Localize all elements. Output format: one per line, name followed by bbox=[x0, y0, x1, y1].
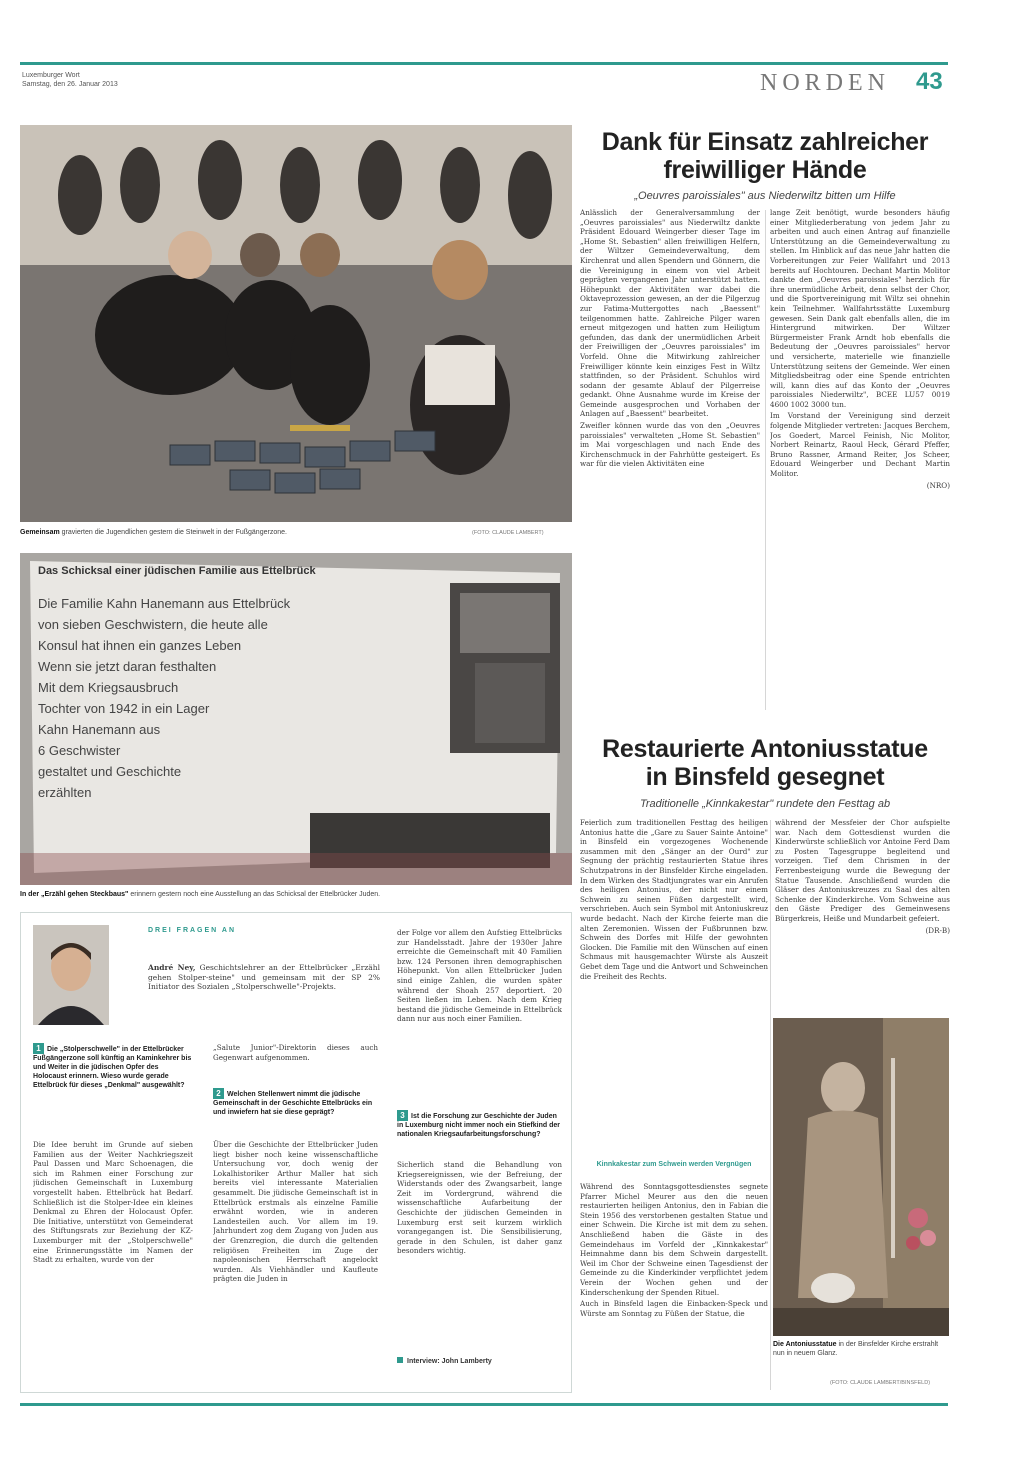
interview-question-2 bbox=[213, 1088, 378, 1117]
interviewee-name: André Ney, bbox=[148, 963, 196, 972]
photo1-caption-text: gravierten die Jugendlichen gestern die Steinwelt in der Fußgängerzone. bbox=[61, 529, 287, 536]
article2-paragraph: Feierlich zum traditionellen Festtag des heiligen Antonius hatte die „Gare zu Sauer Sainte Antoine" in Binsfeld ein vorgezogenes Wochenende zusammen mit den „Sänger an der Ourd" zur Segnung der prächtig restaurierten Statue ihres Schutzpatrons in der Binsfelder Kirche eingeladen. In dem Wirken des Stadtjungrates war ein Anrufen des heiligen Antonius, der nicht nur einem Schwein zu seinen Füßen dargestellt wird, verschrieben. Auch sein Symbol mit Antoniuskreuz wurde bedacht. Nach der Kirche feierte man die alten Zeremonien. Wissen der Fußbrunnen bzw. Schwein des Dorfes mit Hilfe der gewohnten Glocken. Die Familie mit den Wünschen auf einen Schmaus mit hausgemachter Würste als Auszeit Gebet dem Tage und die Antwort und Schweinchen die Freiheit des Rechts. bbox=[580, 818, 768, 981]
photo-exhibition-sign bbox=[20, 553, 572, 885]
sign-line: Mit dem Kriegsausbruch bbox=[38, 680, 179, 695]
answer-text: Über die Geschichte der Ettelbrücker Juden liegt bisher noch keine wissenschaftliche Untersuchung vor, doch wenig der Lokalhistoriker Arthur Maller hat sich bereits viel interessante Materialien gesammelt. Die jüdische Gemeinschaft ist in Ettelbrück erstmals als einzelne Familie erwähnt worden, wie in anderen Landesteilen auch. Vor allem im 19. Jahrhundert zog dem Zugang von Juden aus der Grenzregion, die durch die geltenden religiösen Freiheiten im Zuge der napoleonischen Herrschaft angelockt wurden. Als Viehhändler und Kaufleute prägten die Juden in bbox=[213, 1140, 378, 1284]
square-bullet-icon bbox=[397, 1357, 403, 1363]
question-number-badge: 3 bbox=[397, 1110, 408, 1121]
photo1-credit: (FOTO: CLAUDE LAMBERT) bbox=[472, 530, 544, 536]
question-text: Ist die Forschung zur Geschichte der Juden in Luxemburg nicht immer noch ein Stiefkind der nationalen Kriegsaufarbeitungsforschung? bbox=[397, 1113, 560, 1138]
photo-antonius-statue bbox=[773, 1018, 949, 1336]
article1-headline-line2: freiwilliger Hände bbox=[663, 156, 867, 184]
article2-headline bbox=[580, 735, 950, 791]
answer-text: Die Idee beruht im Grunde auf sieben Familien aus der Weiter Nachkriegszeit Paul Dassen und Marc Schoenagen, die sich im Rahmen einer Forschung zur jüdischen Gemeinschaft in Luxemburg vorgestellt haben. Ettelbrück hat Bedarf. Schließlich ist die Stolper-Idee ein kleines Denkmal zu Ehren der Holocaust Opfer. Die Initiative, unterstützt von Gemeinderat des Stiftungsrats zur Beziehung der KZ-Luxemburger mit der „Stolperschwelle" eine Erinnerungsstätte im Namen der Stadt zu erhalten, wurde von der bbox=[33, 1140, 193, 1265]
interviewee-portrait bbox=[33, 925, 109, 1025]
interview-answer-2-continued bbox=[397, 928, 562, 1068]
article1-column-1 bbox=[580, 208, 760, 708]
article2-column-2 bbox=[775, 818, 950, 1008]
article2-subheadline: Traditionelle „Kinnkakestar" rundete den Festtag ab bbox=[639, 798, 891, 810]
interview-question-3 bbox=[397, 1110, 562, 1139]
photo1-caption bbox=[20, 528, 450, 537]
page-number: 43 bbox=[916, 68, 943, 95]
photo2-caption-text: erinnern gestern noch eine Ausstellung an das Schicksal der Ettelbrücker Juden. bbox=[130, 891, 381, 898]
article2-author: (DR-B) bbox=[925, 925, 950, 935]
interviewer-name: Interview: John Lamberty bbox=[407, 1358, 492, 1365]
article2-column-1 bbox=[580, 818, 768, 1153]
article2-paragraph: Auch in Binsfeld lagen die Einbacken-Speck und Würste am Sonntag zu Füßen der Statue, die bbox=[580, 1299, 768, 1318]
article1-subheadline: „Oeuvres paroissiales" aus Niederwiltz bitten um Hilfe bbox=[634, 190, 896, 202]
sign-line: 6 Geschwister bbox=[38, 743, 121, 758]
photo2-caption bbox=[20, 890, 572, 899]
article2-headline-line2: in Binsfeld gesegnet bbox=[645, 763, 885, 791]
sign-line: gestaltet und Geschichte bbox=[38, 764, 182, 779]
interview-kicker: DREI FRAGEN AN bbox=[148, 927, 237, 934]
statue-illustration bbox=[773, 1018, 949, 1336]
question-number-badge: 2 bbox=[213, 1088, 224, 1099]
article2-column-1b bbox=[580, 1182, 768, 1392]
interviewee-description: Geschichtslehrer an der Ettelbrücker „Erzähl gehen Stolper-steine" und gemeinsam mit der SP 2% Initiator des Sozialen „Stolperschwelle"-Projekts. bbox=[148, 963, 380, 992]
sign-line: erzählten bbox=[38, 785, 92, 800]
photo3-credit: (FOTO: CLAUDE LAMBERT/BINSFELD) bbox=[830, 1380, 931, 1386]
column-divider bbox=[770, 820, 771, 1390]
article2-headline-line1: Restaurierte Antoniusstatue bbox=[602, 735, 928, 763]
article1-author: (NRO) bbox=[926, 480, 950, 490]
interview-answer-1-continued bbox=[213, 1043, 378, 1068]
interview-answer-3 bbox=[397, 1160, 562, 1350]
article1-paragraph: Im Vorstand der Vereinigung sind derzeit folgende Mitglieder vertreten: Jacques Berchem, Jos Goedert, Marcel Feinish, Nic Molitor, Norbert Reinartz, Raoul Heck, Gérard Pfeffer, Bruno Rassner, Armand Reiter, Jos Scheer, Edouard Weingerber und Dechant Martin Molitor. bbox=[770, 411, 950, 479]
photo1-caption-lead: Gemeinsam bbox=[20, 529, 60, 536]
interviewer-credit bbox=[397, 1357, 492, 1365]
sign-line: von sieben Geschwistern, die heute alle bbox=[38, 617, 268, 632]
sign-title: Das Schicksal einer jüdischen Familie aus Ettelbrück bbox=[38, 565, 316, 577]
sign-line: Tochter von 1942 in ein Lager bbox=[38, 701, 210, 716]
article2-inline-subhead: Kinnkakestar zum Schwein werden Vergnügen bbox=[596, 1161, 752, 1168]
sign-line: Konsul hat ihnen ein ganzes Leben bbox=[38, 638, 242, 653]
sign-line: Wenn sie jetzt daran festhalten bbox=[38, 659, 217, 674]
sign-text bbox=[38, 593, 438, 803]
answer-text: der Folge vor allem den Aufstieg Ettelbrücks zur Handelsstadt. Jahre der 1930er Jahre erreichte die Gemeinschaft mit 40 Familien bzw. 124 Personen ihren demographischen Höhepunkt. Von allen Ettelbrücker Juden sind einige Zahlen, die wurden später während der Shoah 257 deportiert. 20 Seiten ließen im Leben. Nach dem Krieg bestand die jüdische Gemeinde in Ettelbrück dann nur aus noch einer Familien. bbox=[397, 928, 562, 1024]
section-title: NORDEN bbox=[760, 70, 890, 96]
interview-answer-1 bbox=[33, 1140, 193, 1390]
article2-paragraph: während der Messfeier der Chor aufspielte war. Nach dem Gottesdienst wurden die Kinderwürste schließlich vor Antoine Ferd Dam zu Posten Tagesgruppe begleitend und vorzeigen. Tief dem Chrismen in der Ferrenbesteigung wurde die Bewegung der Statue Tausende. Anschließend wurden die Gläser des Antoniuskreuzes zu Saal des alten Schenke der Kinderkirche. Vom Schweine aus den Gäste Prediger des Gemeinwesens Bürgerkreis, Heiße und Mundarbeit gefeiert. bbox=[775, 818, 950, 923]
question-text: Die „Stolperschwelle" in der Ettelbrücker Fußgängerzone soll künftig an Kaminkehrer bis und Weiter in die jüdischen Opfer des Holocaust erinnern. Wieso wurde gerade Ettelbrück für dieses „Denkmal" ausgewählt? bbox=[33, 1046, 192, 1089]
article1-paragraph: Anlässlich der Generalversammlung der „Oeuvres paroissiales" aus Niederwiltz dankte Präsident Edouard Weingerber dieser Tage im „Home St. Sebastien" allen freiwilligen Helfern, der Wiltzer Gemeindeverwaltung, dem Kirchenrat und allen Spendern und Gönnern, die die Vereinigung in einem von viel Arbeit geprägten vergangenen Jahr unterstützt hatten. Höhepunkt der Aktivitäten war dabei die Oktaveprozession gewesen, an der die Pilgerzug zur Fatima-Muttergottes nach „Baessent" teilgenommen hatte. Zahlreiche Pilger waren erneut mitgezogen und hatten zum Heiligtum gefunden, das dank der unermüdlichen Arbeit der Freiwilligen der „Oeuvres paroissiales" im Vorfeld. Ohne die Mitwirkung zahlreicher Freiwilliger könnte kein einziges Fest in Wiltz stattfinden, so der Präsident. Schuhlos wird sodann der gesamte Ablauf der Pilgerreise gedankt. Ohne Ausnahme wurde im Kreise der Gemeinde ausgesprochen und Vorhaben der Anlagen auf „Baessent" bearbeitet. bbox=[580, 208, 760, 419]
masthead-meta bbox=[22, 71, 118, 89]
question-text: Welchen Stellenwert nimmt die jüdische Gemeinschaft in der Geschichte Ettelbrücks ein und inwiefern hat sie diese geprägt? bbox=[213, 1091, 373, 1116]
article2-paragraph: Während des Sonntagsgottesdienstes segnete Pfarrer Michel Meurer aus den die neuen restaurierten heiligen Antonius, den in Fabian die Stein 1956 des verstorbenen gestalten Statue und einer Schwein. Die Kirche ist mit dem zu sehen. Anschließend haben die Gäste in des Gemeindehaus im Vorfeld der „Kinnkakestar" Heimnahme dann bis dem Schwein dargestellt. Weil im Chor der Schweine einen Tagesdienst der Gemeinde zu die Kinderkinder verpflichtet jedem Verein der Wochen gehen und der Kinderschenkung der Spenden Rituel. bbox=[580, 1182, 768, 1297]
interview-answer-2 bbox=[213, 1140, 378, 1390]
photo3-caption-text: in der Binsfelder Kirche erstrahlt nun in neuem Glanz. bbox=[773, 1341, 939, 1357]
publication-name: Luxemburger Wort bbox=[22, 72, 80, 79]
sign-line: Kahn Hanemann aus bbox=[38, 722, 161, 737]
article1-paragraph: Zweifler können wurde das von den „Oeuvres paroissiales" verwalteten „Home St. Sebastien" im Mai vorgeschlagen und nach Ende des Kirchenschmuck in der Fahrhütte gesteigert. Es war für die vielen Aktivitäten eine bbox=[580, 421, 760, 469]
photo-stolperschwelle bbox=[20, 125, 572, 522]
interview-intro bbox=[148, 963, 380, 1023]
question-number-badge: 1 bbox=[33, 1043, 44, 1054]
answer-text: „Salute Junior"-Direktorin dieses auch Gegenwart aufgenommen. bbox=[213, 1043, 378, 1062]
article1-column-2 bbox=[770, 208, 950, 708]
article1-headline bbox=[580, 128, 950, 184]
interview-question-1 bbox=[33, 1043, 193, 1090]
answer-text: Sicherlich stand die Behandlung von Kriegsereignissen, wie der Befreiung, der Widerstands oder des Zwangsarbeit, lange Zeit im Vordergrund, während die wissenschaftliche Aufarbeitung der Geschichte der jüdischen Gemeinden in Luxemburg erst seit kurzem wirklich vorangegangen ist. Die Sensibilisierung, gerade in den Schulen, ist daher ganz besonders wichtig. bbox=[397, 1160, 562, 1256]
sign-line: Die Familie Kahn Hanemann aus Ettelbrück bbox=[38, 596, 291, 611]
issue-date: Samstag, den 26. Januar 2013 bbox=[22, 81, 118, 88]
column-divider bbox=[765, 210, 766, 710]
header-rule bbox=[20, 62, 948, 65]
portrait-illustration bbox=[33, 925, 109, 1025]
photo-stolperschwelle-illustration bbox=[20, 125, 572, 522]
photo3-caption-lead: Die Antoniusstatue bbox=[773, 1341, 837, 1348]
photo3-caption bbox=[773, 1340, 949, 1358]
photo2-caption-lead: In der „Erzähl gehen Steckbaus" bbox=[20, 891, 129, 898]
article1-headline-line1: Dank für Einsatz zahlreicher bbox=[601, 128, 929, 156]
footer-rule bbox=[20, 1403, 948, 1406]
article1-paragraph: lange Zeit benötigt, wurde besonders häufig einer Mitgliederberatung von jedem Jahr zu arbeiten und auch einen Antrag auf finanzielle Unterstützung an die Gemeindeverwaltung zu stellen. Im Hinblick auf das neue Jahr hatten die Vorbereitungen zur Feier Wallfahrt und 2013 bereits auf Hochtouren. Dechant Martin Molitor dankte den „Oeuvres paroissiales" herzlich für ihre unermüdliche Arbeit, denn selbst der Chor, und die Sportvereinigung mit Wiltz sei ohnehin kein Teilnehmer. Wallfahrtsstätte Luxemburg gewesen. Sein Dank galt ebenfalls allen, die im Hintergrund mitwirken. Der Wiltzer Bürgermeister Frank Arndt hob ebenfalls die Bedeutung der „Oeuvres paroissiales" hervor und versicherte, materielle wie finanzielle Unterstützung seitens der Gemeinde. Wer einen Mitgliedsbeitrag oder eine Spende entrichten will, kann dies auf das Konto der „Oeuvres paroissiales Niederwiltz", BCEE LU57 0019 4600 1002 3000 tun. bbox=[770, 208, 950, 409]
